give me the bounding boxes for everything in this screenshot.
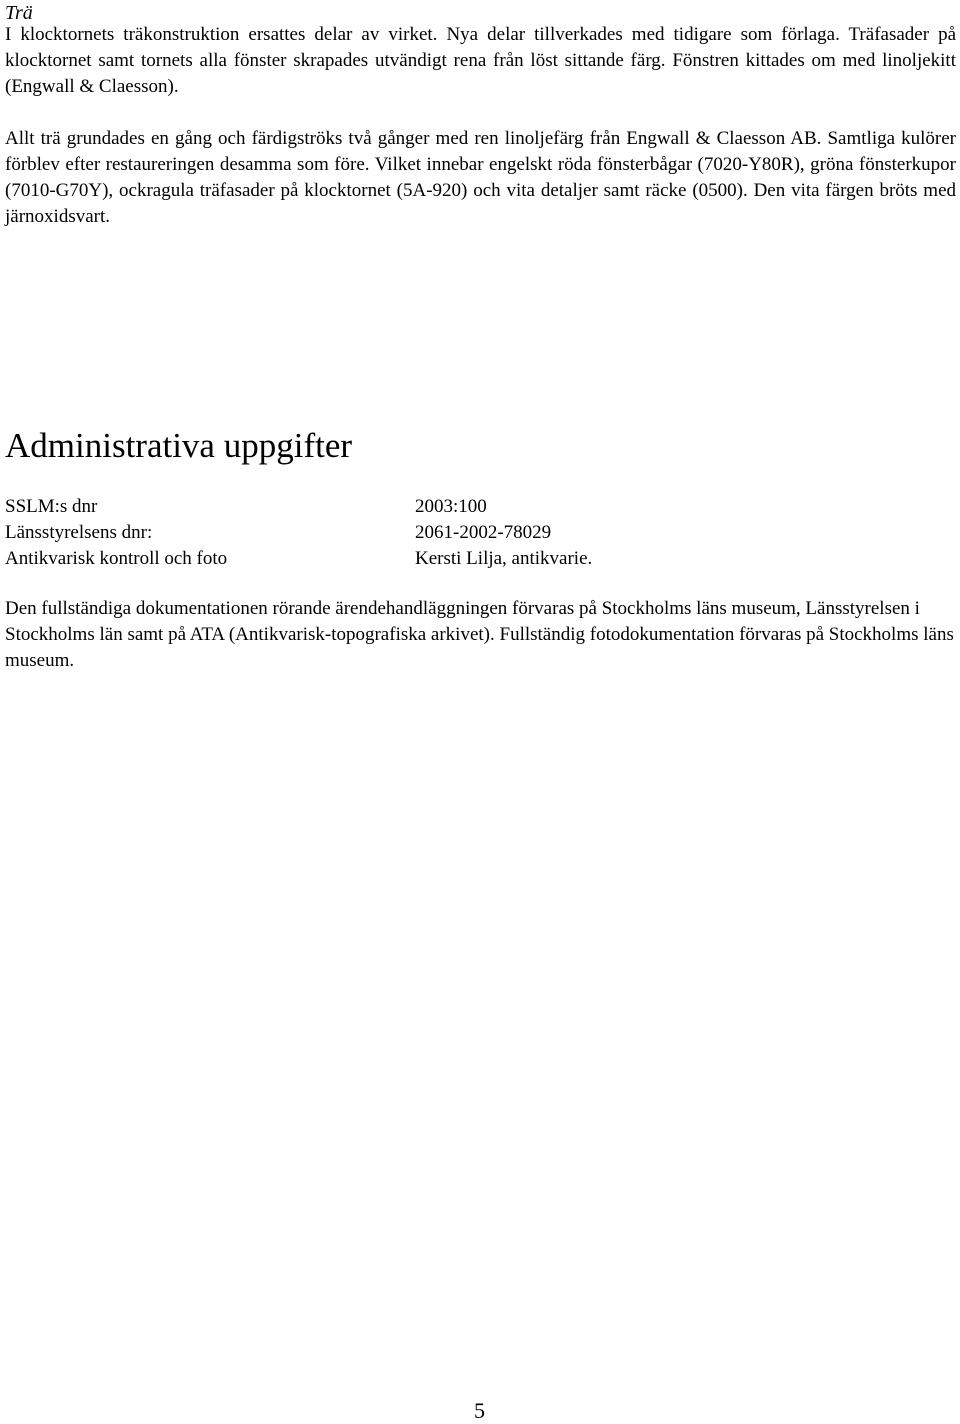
admin-row xyxy=(5,520,592,546)
admin-heading: Administrativa uppgifter xyxy=(5,426,353,465)
page-number: 5 xyxy=(474,1398,485,1423)
admin-info-table xyxy=(5,494,592,572)
admin-row-label: SSLM:s dnr xyxy=(5,496,98,517)
wood-paragraph-2: Allt trä grundades en gång och färdigströks två gånger med ren linoljefärg från Engwall & Claesson AB. Samtliga kulörer förblev efter restaureringen desamma som före. Vilket innebar engelskt röda fönsterbågar (7020-Y80R), gröna fönsterkupor (7010-G70Y), ockragula träfasader på klocktornet (5A-920) och vita detaljer samt räcke (0500). Den vita färgen bröts med järnoxidsvart. xyxy=(5,128,956,227)
admin-row-value: 2061-2002-78029 xyxy=(415,522,552,543)
wood-paragraph-1: I klocktornets träkonstruktion ersattes delar av virket. Nya delar tillverkades med tidigare som förlaga. Träfasader på klocktornet samt tornets alla fönster skrapades utvändigt rena från löst sittande färg. Fönstren kittades om med linoljekitt (Engwall & Claesson). xyxy=(5,24,956,97)
admin-row xyxy=(5,494,592,520)
admin-row-label: Länsstyrelsens dnr: xyxy=(5,522,153,543)
admin-row-value: Kersti Lilja, antikvarie. xyxy=(415,548,593,569)
admin-row-label: Antikvarisk kontroll och foto xyxy=(5,548,228,569)
admin-row xyxy=(5,546,592,572)
admin-paragraph: Den fullständiga dokumentationen rörande ärendehandläggningen förvaras på Stockholms läns museum, Länsstyrelsen i Stockholms län samt på ATA (Antikvarisk-topografiska arkivet). Fullständig fotodokumentation förvaras på Stockholms läns museum. xyxy=(5,598,954,671)
admin-row-value: 2003:100 xyxy=(415,496,487,517)
section-heading-wood: Trä xyxy=(5,2,33,24)
